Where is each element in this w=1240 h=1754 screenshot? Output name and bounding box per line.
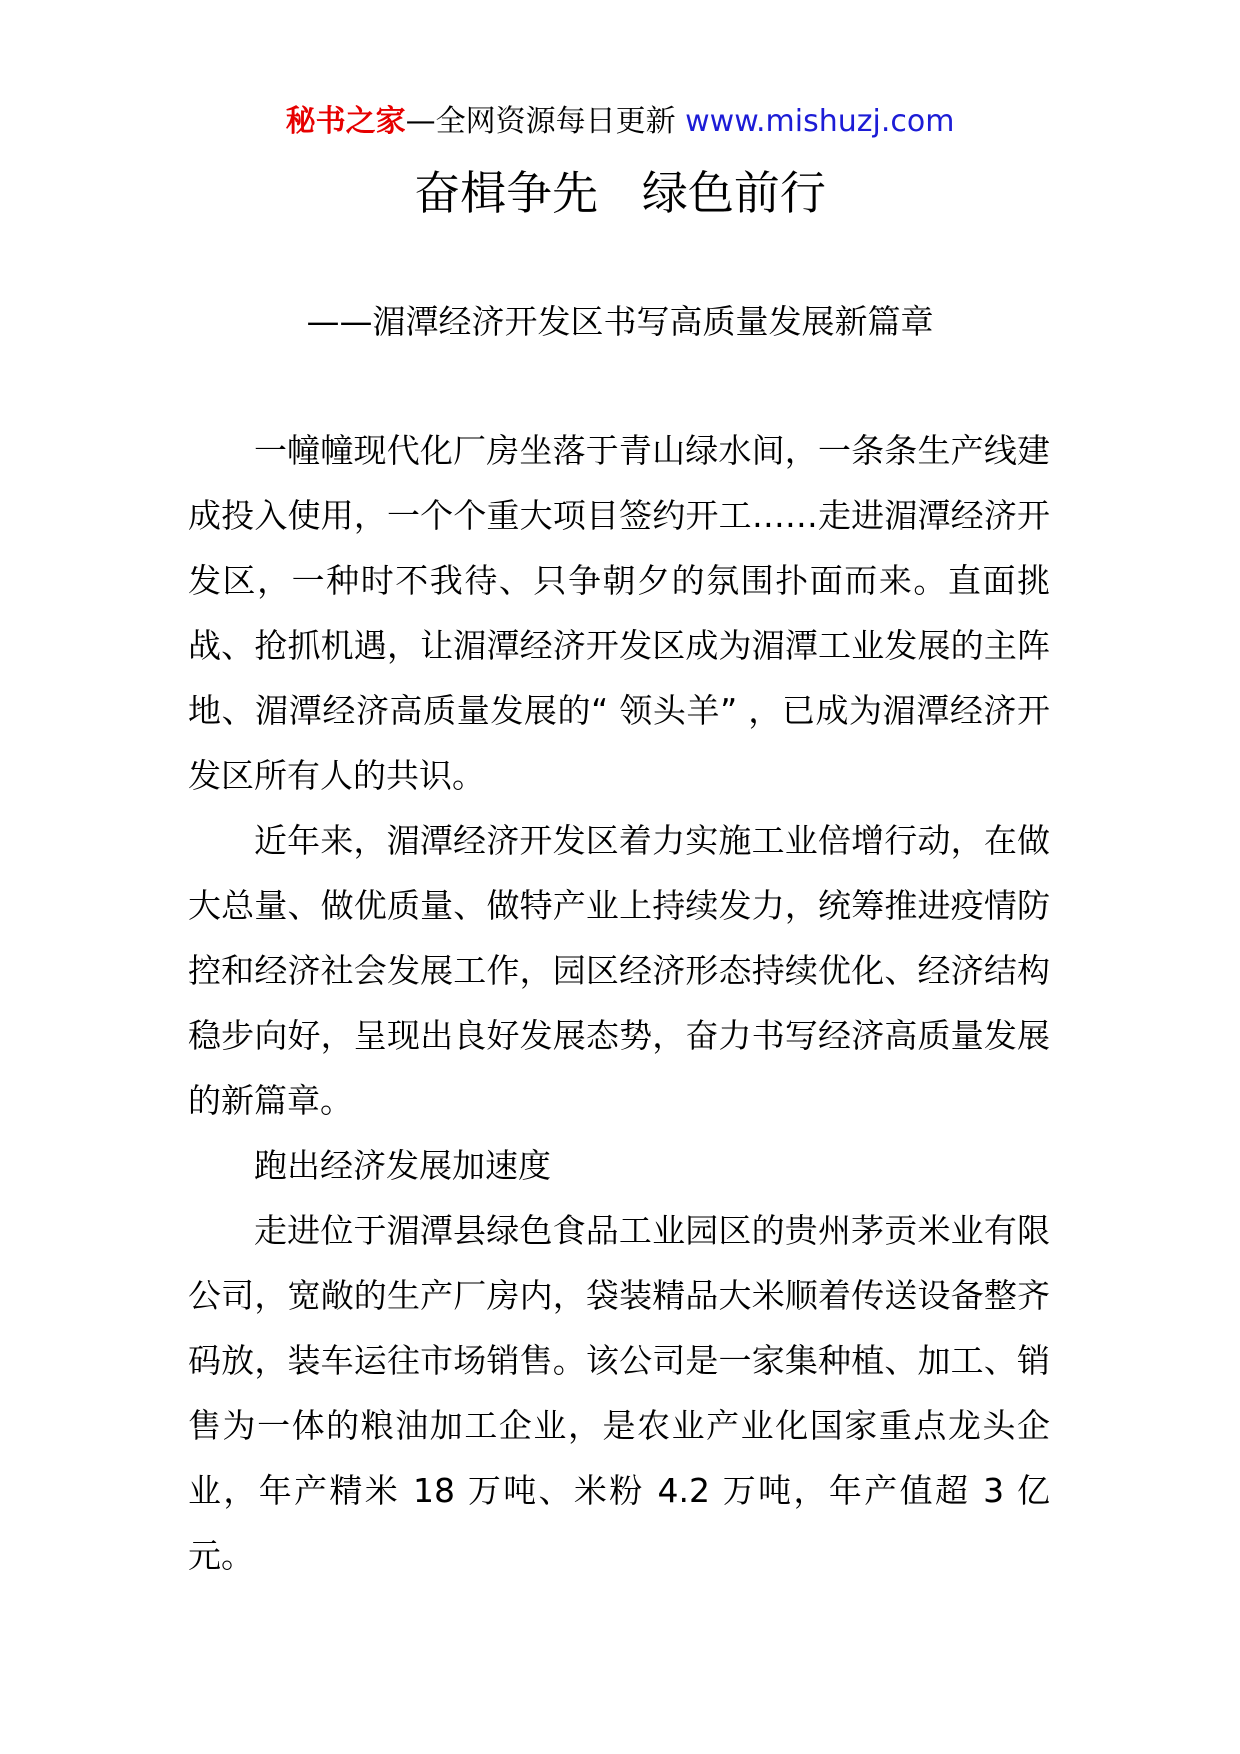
body-paragraph: 走进位于湄潭县绿色食品工业园区的贵州茅贡米业有限公司，宽敞的生产厂房内，袋装精品大米顺着传送设备整齐码放，装车运往市场销售。该公司是一家集种植、加工、销售为一体的粮油加工企业，是农业产业化国家重点龙头企业，年产精米 18 万吨、米粉 4.2 万吨，年产值超 3 亿元。 [188,1211,1051,1575]
site-header [0,100,1240,144]
document-subtitle: ——湄潭经济开发区书写高质量发展新篇章 [306,302,934,341]
document-title: 奋楫争先 绿色前行 [414,166,826,220]
site-tagline: —全网资源每日更新 [405,104,676,139]
body-paragraph: 一幢幢现代化厂房坐落于青山绿水间，一条条生产线建成投入使用，一个个重大项目签约开工……走进湄潭经济开发区，一种时不我待、只争朝夕的氛围扑面而来。直面挑战、抢抓机遇，让湄潭经济开发区成为湄潭工业发展的主阵地、湄潭经济高质量发展的“ 领头羊” ，已成为湄潭经济开发区所有人的共识。 [188,431,1050,795]
site-brand: 秘书之家 [285,104,406,139]
body-paragraph: 近年来，湄潭经济开发区着力实施工业倍增行动，在做大总量、做优质量、做特产业上持续发力，统筹推进疫情防控和经济社会发展工作，园区经济形态持续优化、经济结构稳步向好，呈现出良好发展态势，奋力书写经济高质量发展的新篇章。 [188,821,1050,1120]
site-url-link[interactable]: www.mishuzj.com [685,104,955,139]
document-body [188,418,1050,1588]
section-heading: 跑出经济发展加速度 [254,1146,551,1185]
